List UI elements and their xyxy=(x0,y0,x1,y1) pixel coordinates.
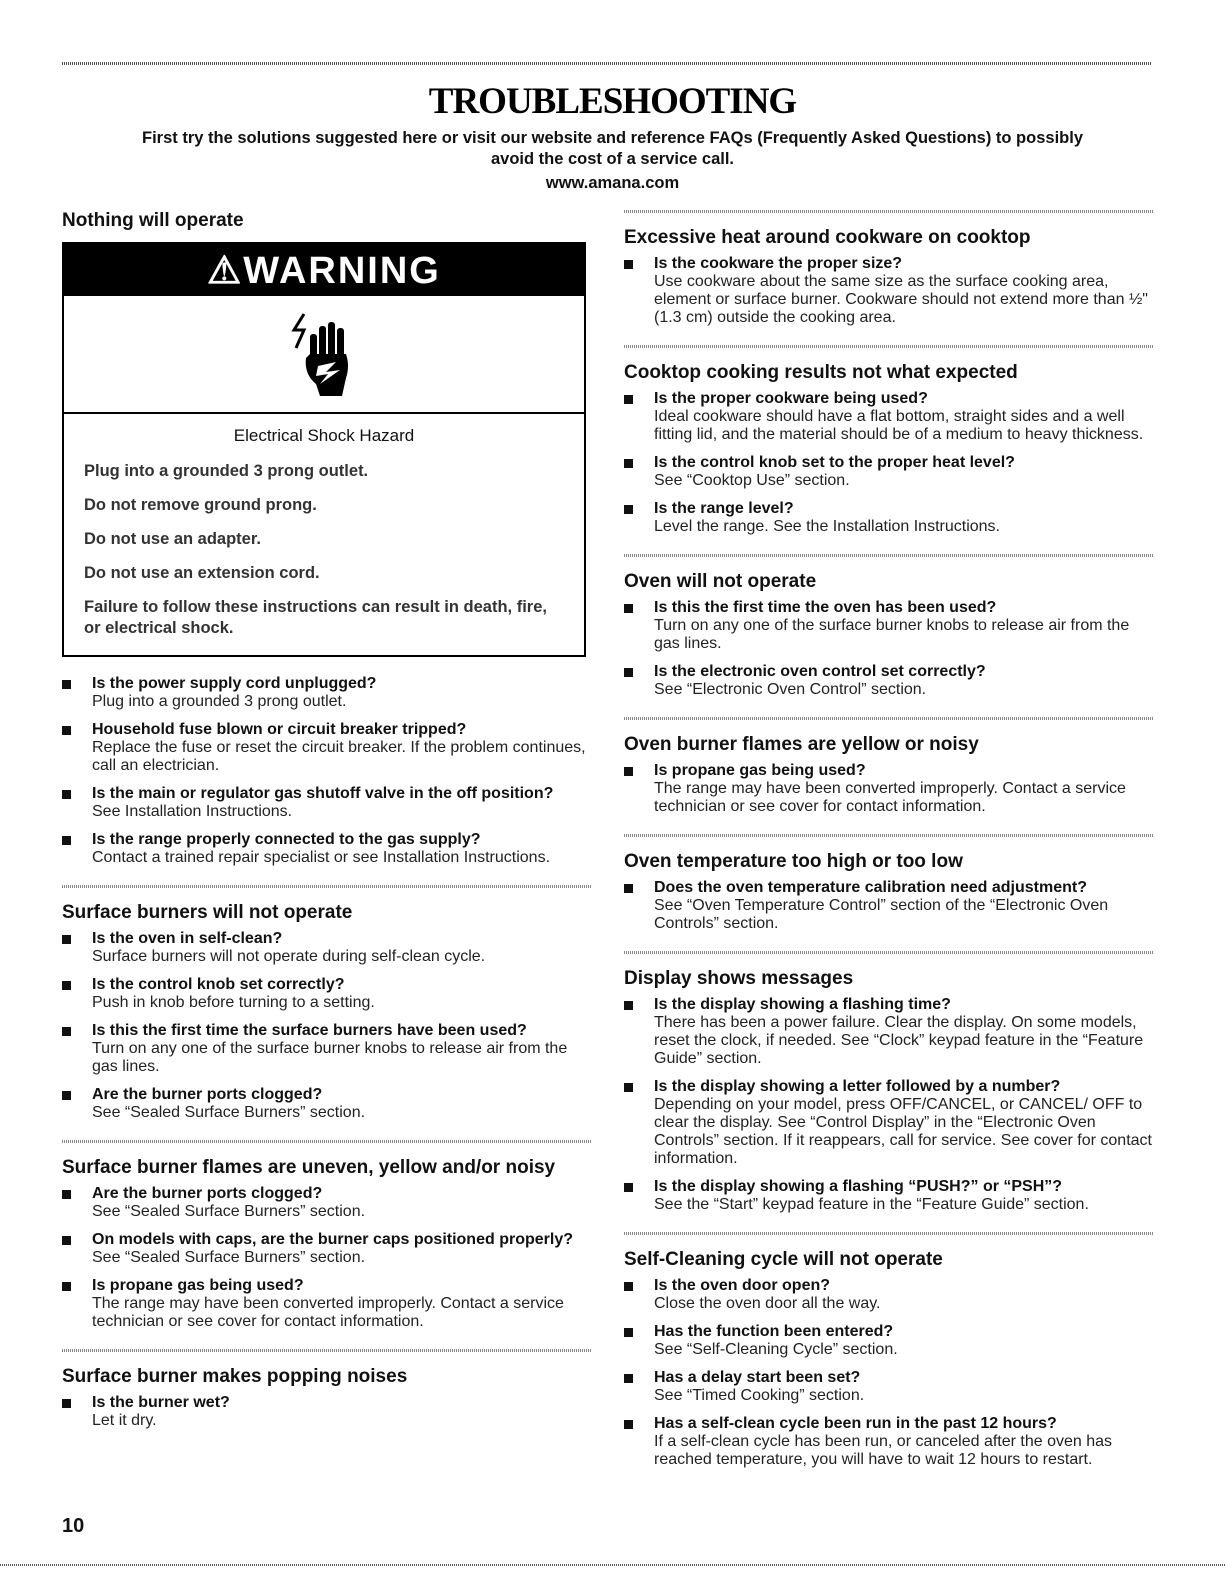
answer: Contact a trained repair specialist or see Installation Instructions. xyxy=(92,849,551,866)
answer: The range may have been converted improperly. Contact a service technician or see cover for contact information. xyxy=(92,1295,564,1330)
question: Is the display showing a flashing time? xyxy=(654,996,951,1013)
question: Is the range properly connected to the gas supply? xyxy=(92,831,481,848)
question: Is the electronic oven control set correctly? xyxy=(654,663,986,680)
bullet-icon xyxy=(62,790,71,799)
question: Is propane gas being used? xyxy=(92,1277,304,1294)
answer: See Installation Instructions. xyxy=(92,803,293,820)
answer: See “Electronic Oven Control” section. xyxy=(654,681,927,698)
bullet-icon xyxy=(624,1083,633,1092)
electrical-shock-icon xyxy=(290,308,360,400)
section-divider xyxy=(624,554,1154,557)
answer: Replace the fuse or reset the circuit breaker. If the problem continues, call an electrician. xyxy=(92,739,586,774)
bottom-divider xyxy=(0,1564,1225,1566)
bullet-icon xyxy=(62,1282,71,1291)
section-divider xyxy=(62,1140,592,1143)
answer: See “Sealed Surface Burners” section. xyxy=(92,1104,366,1121)
top-divider xyxy=(62,62,1152,65)
section-surface-burner-popping xyxy=(62,1349,592,1430)
bullet-icon xyxy=(62,726,71,735)
bullet-icon xyxy=(624,1001,633,1010)
bullet-icon xyxy=(624,767,633,776)
question: Is the control knob set correctly? xyxy=(92,976,345,993)
list-item xyxy=(624,663,1154,699)
answer: Turn on any one of the surface burner knobs to release air from the gas lines. xyxy=(92,1040,568,1075)
bullet-icon xyxy=(624,459,633,468)
section-divider xyxy=(624,951,1154,954)
section-display-messages xyxy=(624,951,1154,1214)
section-divider xyxy=(624,1232,1154,1235)
section-title: Surface burners will not operate xyxy=(62,902,353,923)
section-divider xyxy=(624,345,1154,348)
section-cooktop-results xyxy=(624,345,1154,536)
section-title: Self-Cleaning cycle will not operate xyxy=(624,1249,943,1270)
list-item xyxy=(624,762,1154,816)
question: Has the function been entered? xyxy=(654,1323,894,1340)
warning-heading: ⚠WARNING xyxy=(64,244,584,296)
list-item xyxy=(624,1415,1154,1469)
section-divider xyxy=(62,1349,592,1352)
warning-line: Do not remove ground prong. xyxy=(84,496,317,514)
bullet-icon xyxy=(624,604,633,613)
section-oven-temperature xyxy=(624,834,1154,933)
section-nothing-will-operate xyxy=(62,210,592,867)
answer: Push in knob before turning to a setting. xyxy=(92,994,375,1011)
right-column xyxy=(624,210,1154,1487)
question: Is the range level? xyxy=(654,500,794,517)
question: Has a delay start been set? xyxy=(654,1369,861,1386)
question: Is the proper cookware being used? xyxy=(654,390,928,407)
answer: Ideal cookware should have a flat bottom, straight sides and a well fitting lid, and the material should be of a medium to heavy thickness. xyxy=(654,408,1144,443)
question: Is the oven in self-clean? xyxy=(92,930,283,947)
section-title: Oven temperature too high or too low xyxy=(624,851,963,872)
list-item xyxy=(624,500,1154,536)
warning-line: Do not use an extension cord. xyxy=(84,564,320,582)
section-divider xyxy=(62,885,592,888)
answer: See the “Start” keypad feature in the “Feature Guide” section. xyxy=(654,1196,1089,1213)
question: Household fuse blown or circuit breaker tripped? xyxy=(92,721,467,738)
answer: See “Timed Cooking” section. xyxy=(654,1387,865,1404)
list-item xyxy=(624,1323,1154,1359)
bullet-icon xyxy=(624,1183,633,1192)
page-title: TROUBLESHOOTING xyxy=(428,81,797,122)
list-item xyxy=(624,1369,1154,1405)
question: Has a self-clean cycle been run in the past 12 hours? xyxy=(654,1415,1057,1432)
section-divider xyxy=(624,717,1154,720)
list-item xyxy=(62,1022,592,1076)
bullet-icon xyxy=(62,1399,71,1408)
bullet-icon xyxy=(62,1190,71,1199)
list-item xyxy=(62,1231,592,1267)
section-divider xyxy=(624,210,1154,213)
question: Is propane gas being used? xyxy=(654,762,866,779)
list-item xyxy=(624,996,1154,1068)
bullet-icon xyxy=(62,1236,71,1245)
bullet-icon xyxy=(624,260,633,269)
answer: Surface burners will not operate during self-clean cycle. xyxy=(92,948,486,965)
section-title: Cooktop cooking results not what expected xyxy=(624,362,1018,383)
section-oven-burner-flames xyxy=(624,717,1154,816)
section-title: Oven burner flames are yellow or noisy xyxy=(624,734,979,755)
bullet-icon xyxy=(62,1091,71,1100)
answer: Level the range. See the Installation Instructions. xyxy=(654,518,1000,535)
section-title: Display shows messages xyxy=(624,968,854,989)
section-surface-burner-flames xyxy=(62,1140,592,1331)
list-item xyxy=(62,1185,592,1221)
answer: Depending on your model, press OFF/CANCEL, or CANCEL/ OFF to clear the display. See “Control Display” in the “Electronic Oven Controls” section. If it reappears, call for service. See cover for contact information. xyxy=(654,1096,1152,1167)
list-item xyxy=(62,1394,592,1430)
question: Is the display showing a letter followed by a number? xyxy=(654,1078,1061,1095)
list-item xyxy=(624,390,1154,444)
answer: See “Sealed Surface Burners” section. xyxy=(92,1249,366,1266)
list-item xyxy=(624,599,1154,653)
answer: Let it dry. xyxy=(92,1412,157,1429)
question: Is the main or regulator gas shutoff valve in the off position? xyxy=(92,785,554,802)
bullet-icon xyxy=(624,1374,633,1383)
intro-text: First try the solutions suggested here or visit our website and reference FAQs (Frequently Asked Questions) to possibly avoid the cost of a service call. xyxy=(141,129,1083,168)
question: On models with caps, are the burner caps positioned properly? xyxy=(92,1231,573,1248)
warning-box xyxy=(62,242,586,657)
section-title: Surface burner flames are uneven, yellow and/or noisy xyxy=(62,1157,556,1178)
answer: See “Oven Temperature Control” section of the “Electronic Oven Controls” section. xyxy=(654,897,1109,932)
bullet-icon xyxy=(624,505,633,514)
question: Is the cookware the proper size? xyxy=(654,255,903,272)
bullet-icon xyxy=(624,668,633,677)
question: Is this the first time the surface burners have been used? xyxy=(92,1022,527,1039)
bullet-icon xyxy=(62,836,71,845)
question: Is the oven door open? xyxy=(654,1277,831,1294)
page-number: 10 xyxy=(62,1515,85,1537)
list-item xyxy=(62,1277,592,1331)
answer: See “Cooktop Use” section. xyxy=(654,472,850,489)
question: Is the burner wet? xyxy=(92,1394,230,1411)
bullet-icon xyxy=(624,395,633,404)
section-title: Excessive heat around cookware on cooktop xyxy=(624,227,1031,248)
answer: Close the oven door all the way. xyxy=(654,1295,881,1312)
section-self-cleaning xyxy=(624,1232,1154,1469)
section-title: Oven will not operate xyxy=(624,571,817,592)
question: Is the display showing a flashing “PUSH?” or “PSH”? xyxy=(654,1178,1063,1195)
bullet-icon xyxy=(624,1282,633,1291)
list-item xyxy=(624,1277,1154,1313)
list-item xyxy=(62,930,592,966)
list-item xyxy=(62,1086,592,1122)
hazard-title: Electrical Shock Hazard xyxy=(233,426,415,445)
question: Is the power supply cord unplugged? xyxy=(92,675,377,692)
question: Are the burner ports clogged? xyxy=(92,1185,323,1202)
question: Does the oven temperature calibration need adjustment? xyxy=(654,879,1087,896)
list-item xyxy=(62,675,592,711)
bullet-icon xyxy=(62,680,71,689)
bullet-icon xyxy=(62,1027,71,1036)
bullet-icon xyxy=(62,935,71,944)
list-item xyxy=(624,255,1154,327)
section-surface-burners-will-not-operate xyxy=(62,885,592,1122)
website-link[interactable]: www.amana.com xyxy=(545,174,680,192)
bullet-icon xyxy=(62,981,71,990)
bullet-icon xyxy=(624,884,633,893)
question: Is this the first time the oven has been used? xyxy=(654,599,997,616)
answer: Plug into a grounded 3 prong outlet. xyxy=(92,693,347,710)
list-item xyxy=(624,879,1154,933)
answer: See “Self-Cleaning Cycle” section. xyxy=(654,1341,898,1358)
section-divider xyxy=(624,834,1154,837)
list-item xyxy=(624,454,1154,490)
answer: The range may have been converted improperly. Contact a service technician or see cover for contact information. xyxy=(654,780,1126,815)
bullet-icon xyxy=(624,1328,633,1337)
list-item xyxy=(62,785,592,821)
answer: See “Sealed Surface Burners” section. xyxy=(92,1203,366,1220)
list-item xyxy=(62,721,592,775)
bullet-icon xyxy=(624,1420,633,1429)
list-item xyxy=(624,1078,1154,1168)
answer: Use cookware about the same size as the surface cooking area, element or surface burner. Cookware should not extend more than ½" (1.3 cm) outside the cooking area. xyxy=(654,273,1148,326)
question: Is the control knob set to the proper heat level? xyxy=(654,454,1015,471)
section-title: Nothing will operate xyxy=(62,210,244,231)
question: Are the burner ports clogged? xyxy=(92,1086,323,1103)
left-column xyxy=(62,210,592,1448)
answer: There has been a power failure. Clear the display. On some models, reset the clock, if needed. See “Clock” keypad feature in the “Feature Guide” section. xyxy=(654,1014,1144,1067)
list-item xyxy=(624,1178,1154,1214)
answer: If a self-clean cycle has been run, or canceled after the oven has reached temperature, you will have to wait 12 hours to restart. xyxy=(654,1433,1113,1468)
answer: Turn on any one of the surface burner knobs to release air from the gas lines. xyxy=(654,617,1130,652)
section-excessive-heat xyxy=(624,210,1154,327)
warning-line: Do not use an adapter. xyxy=(84,530,261,548)
warning-line: Failure to follow these instructions can result in death, fire, or electrical shock. xyxy=(84,598,547,637)
warning-line: Plug into a grounded 3 prong outlet. xyxy=(84,462,369,480)
list-item xyxy=(62,831,592,867)
list-item xyxy=(62,976,592,1012)
section-title: Surface burner makes popping noises xyxy=(62,1366,408,1387)
section-oven-will-not-operate xyxy=(624,554,1154,699)
